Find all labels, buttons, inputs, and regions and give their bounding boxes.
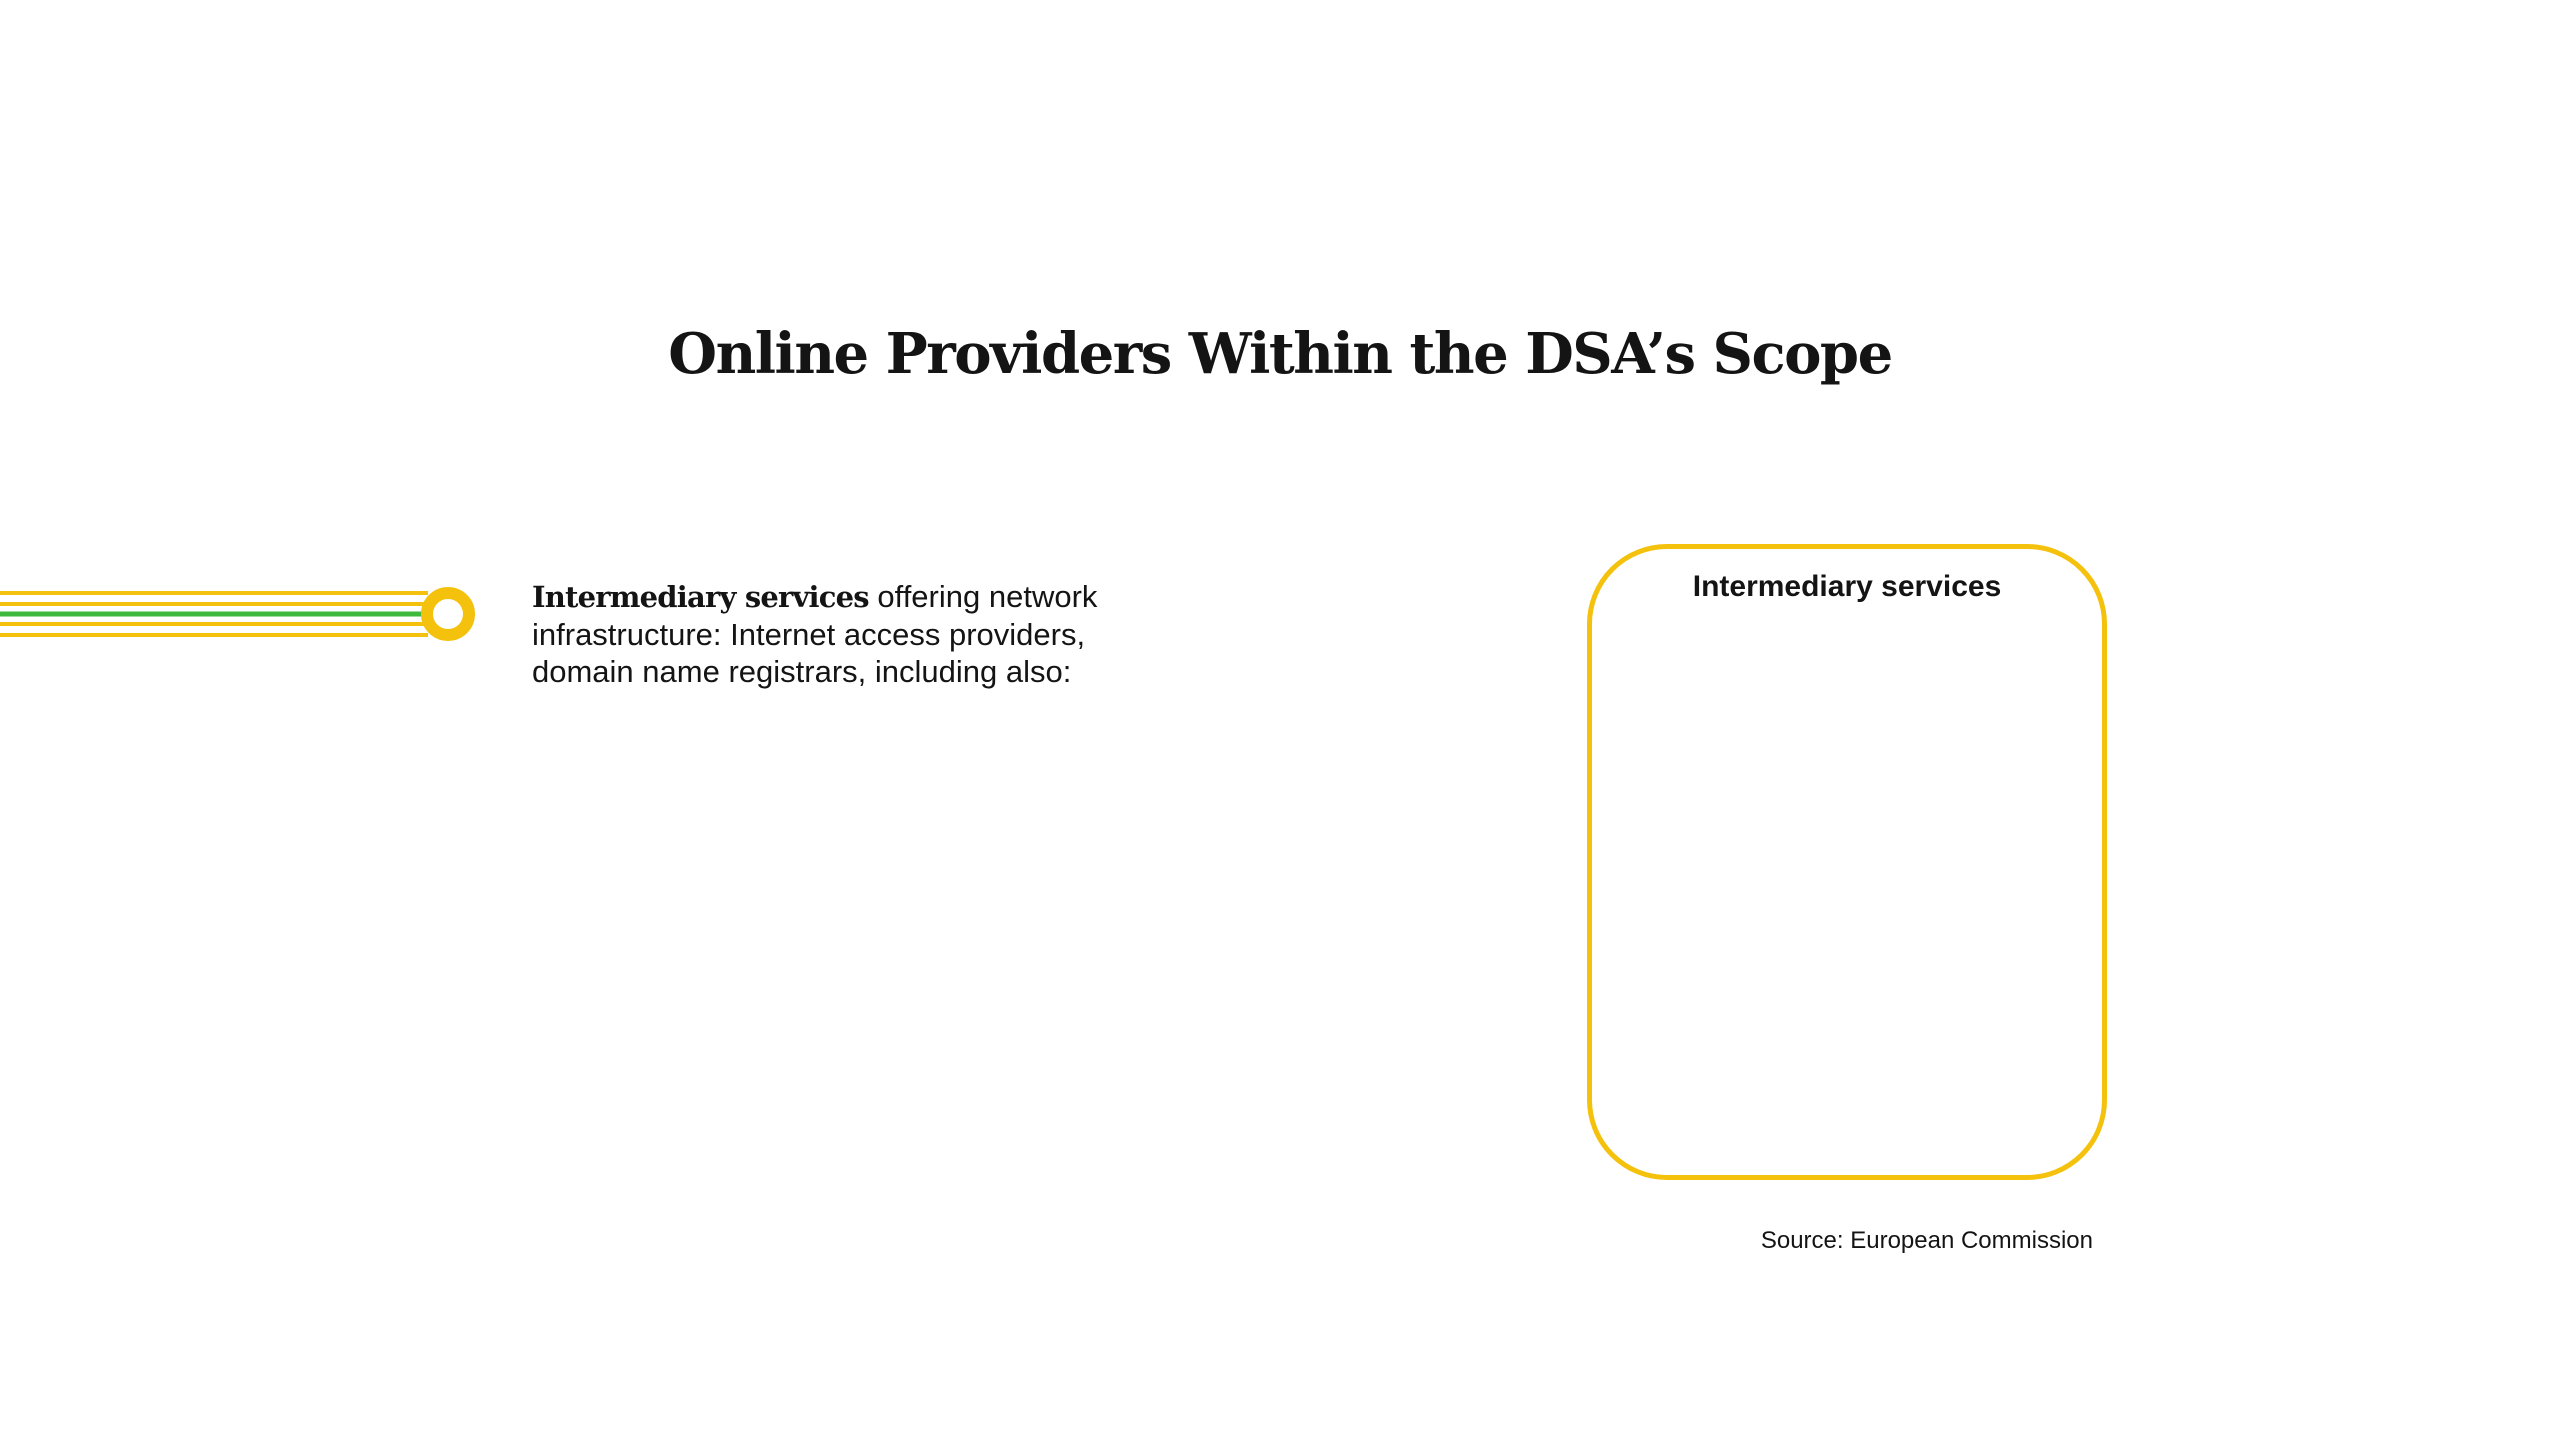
description-lead: Intermediary services	[532, 580, 869, 614]
station-marker-icon	[427, 593, 469, 635]
intermediary-services-box	[1587, 544, 2107, 1180]
page-title: Online Providers Within the DSA’s Scope	[668, 321, 1892, 387]
description-text: offering network infrastructure: Internet access providers, domain name registrars, including also:	[532, 579, 1098, 689]
source-note: Source: European Commission	[1760, 1227, 2093, 1254]
connector-track	[0, 582, 480, 646]
box-label: Intermediary services	[1692, 570, 2002, 603]
intermediary-services-description	[532, 578, 1132, 690]
